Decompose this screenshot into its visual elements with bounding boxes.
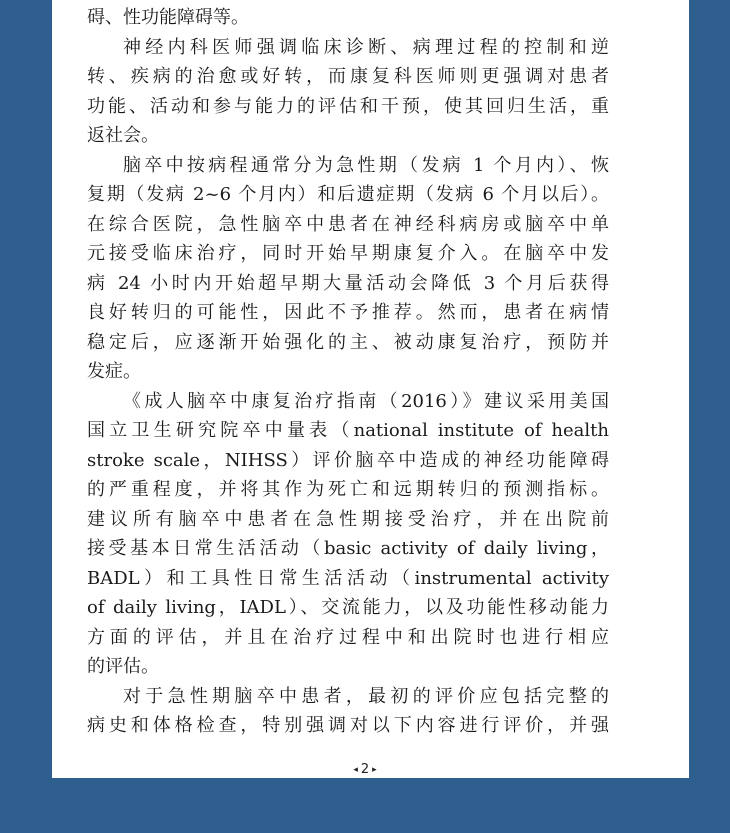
text-line: 碍、性功能障碍等。	[87, 7, 249, 28]
text-line: stroke scale，NIHSS）评价脑卒中造成的神经功能障碍	[87, 449, 609, 471]
text-line: 在综合医院，急性脑卒中患者在神经科病房或脑卒中单	[87, 213, 609, 235]
text-line: 对于急性期脑卒中患者，最初的评价应包括完整的	[123, 685, 609, 707]
text-line: 稳定后，应逐渐开始强化的主、被动康复治疗，预防并	[87, 331, 609, 353]
text-line: 良好转归的可能性，因此不予推荐。然而，患者在病情	[87, 302, 609, 323]
text-line: 元接受临床治疗，同时开始早期康复介入。在脑卒中发	[87, 243, 609, 264]
text-line: 复期（发病 2~6 个月内）和后遗症期（发病 6 个月以后）。	[87, 184, 609, 205]
text-line: 《成人脑卒中康复治疗指南（2016）》建议采用美国	[123, 390, 609, 412]
body-text	[87, 3, 609, 741]
arrow-left-icon: ◂	[353, 765, 358, 775]
text-line: BADL）和工具性日常生活活动（instrumental activity	[87, 567, 609, 589]
text-line: 病 24 小时内开始超早期大量活动会降低 3 个月后获得	[87, 272, 609, 294]
text-line: 转、疾病的治愈或好转，而康复科医师则更强调对患者	[87, 66, 609, 87]
text-line: 返社会。	[87, 125, 159, 146]
text-line: 的严重程度，并将其作为死亡和远期转归的预测指标。	[87, 479, 609, 500]
text-line: 发症。	[87, 361, 141, 382]
text-line: 建议所有脑卒中患者在急性期接受治疗，并在出院前	[87, 508, 609, 530]
arrow-right-icon: ▸	[372, 765, 377, 775]
text-line: 功能、活动和参与能力的评估和干预，使其回归生活，重	[87, 95, 609, 117]
page-number-value: 2	[360, 762, 370, 777]
text-line: 脑卒中按病程通常分为急性期（发病 1 个月内）、恢	[123, 154, 609, 176]
text-line: 国立卫生研究院卒中量表（national institute of health	[87, 420, 609, 441]
text-line: 方面的评估，并且在治疗过程中和出院时也进行相应	[87, 626, 609, 648]
text-line: 的评估。	[87, 656, 159, 677]
text-line: 神经内科医师强调临床诊断、病理过程的控制和逆	[123, 36, 609, 58]
text-line: 病史和体格检查，特别强调对以下内容进行评价，并强	[87, 715, 609, 736]
text-line: 接受基本日常生活活动（basic activity of daily living，	[87, 538, 609, 559]
text-line: of daily living，IADL）、交流能力，以及功能性移动能力	[87, 597, 609, 618]
page-number	[0, 762, 730, 777]
